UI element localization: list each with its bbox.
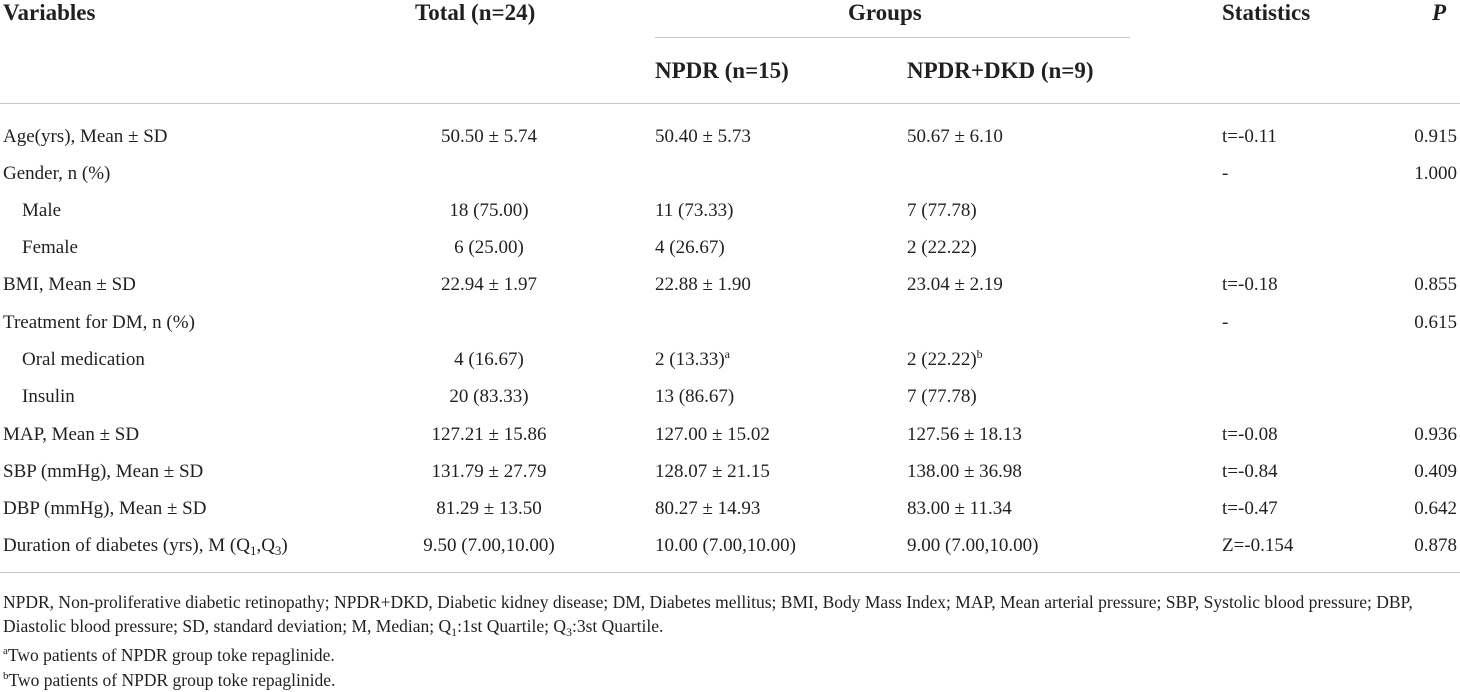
total-cell: 6 (25.00) (454, 237, 524, 258)
p-cell: 0.409 (1414, 461, 1457, 482)
npdr-value: 2 (13.33) (655, 349, 725, 370)
npdr-dkd-cell (907, 341, 983, 378)
footnote-a (3, 643, 1458, 667)
p-cell: 1.000 (1414, 163, 1457, 184)
subscript-q1: 1 (249, 543, 257, 558)
statistics-cell: t=-0.84 (1222, 461, 1278, 482)
total-cell: 4 (16.67) (454, 349, 524, 370)
header-p: P (1431, 0, 1446, 25)
statistics-cell: t=-0.18 (1222, 274, 1278, 295)
row-label: Insulin (22, 386, 75, 407)
npdr-cell: 13 (86.67) (655, 386, 735, 407)
footnote-marker-b: b (976, 347, 983, 361)
table-row (0, 378, 1460, 415)
table-row (0, 266, 1460, 303)
table-row (0, 229, 1460, 266)
footnote-abbreviations (3, 590, 1458, 638)
header-rule (0, 103, 1460, 104)
npdr-cell: 22.88 ± 1.90 (655, 274, 751, 295)
footnote-mark-a: a (3, 645, 8, 657)
header-statistics: Statistics (1222, 0, 1311, 25)
p-cell: 0.615 (1414, 312, 1457, 333)
npdr-dkd-cell: 9.00 (7.00,10.00) (907, 535, 1039, 556)
row-label: Oral medication (22, 349, 145, 370)
npdr-dkd-cell: 23.04 ± 2.19 (907, 274, 1003, 295)
row-label: SBP (mmHg), Mean ± SD (3, 461, 204, 482)
table-row (0, 453, 1460, 490)
table-bottom-rule (0, 572, 1460, 573)
row-label: BMI, Mean ± SD (3, 274, 136, 295)
footnote-b (3, 668, 1458, 692)
header-npdr: NPDR (n=15) (655, 58, 789, 83)
statistics-cell: - (1222, 312, 1229, 333)
footnote-text: NPDR, Non-proliferative diabetic retinopathy; NPDR+DKD, Diabetic kidney disease; DM, Diabetes mellitus; BMI, Body Mass Index; MAP, Mean arterial pressure; SBP, Systolic blood pressure; DBP, Diastolic blood pressure; SD, standard deviation; M, Median; Q (3, 592, 1413, 636)
npdr-cell: 80.27 ± 14.93 (655, 498, 761, 519)
groups-underline (655, 37, 1130, 38)
row-label-text: ) (281, 535, 288, 556)
footnote-a-text: Two patients of NPDR group toke repaglinide. (7, 645, 335, 665)
row-label: Gender, n (%) (3, 163, 111, 184)
npdr-cell: 4 (26.67) (655, 237, 725, 258)
table-row (0, 304, 1460, 341)
npdr-dkd-cell: 50.67 ± 6.10 (907, 126, 1003, 147)
npdr-cell: 10.00 (7.00,10.00) (655, 535, 796, 556)
row-label-text: ,Q (256, 535, 275, 556)
row-label: Male (22, 200, 62, 221)
row-label (3, 527, 288, 564)
footnote-mark-b: b (3, 670, 9, 682)
npdr-dkd-value: 2 (22.22) (907, 349, 977, 370)
table-row (0, 490, 1460, 527)
npdr-dkd-cell: 2 (22.22) (907, 237, 977, 258)
total-cell: 9.50 (7.00,10.00) (423, 535, 555, 556)
total-cell: 81.29 ± 13.50 (436, 498, 542, 519)
subscript-q3: 3 (274, 543, 282, 558)
total-cell: 22.94 ± 1.97 (441, 274, 537, 295)
statistics-cell: t=-0.47 (1222, 498, 1278, 519)
npdr-cell: 11 (73.33) (655, 200, 734, 221)
table-row (0, 527, 1460, 564)
npdr-cell: 50.40 ± 5.73 (655, 126, 751, 147)
table-row (0, 341, 1460, 378)
footnote-b-text: Two patients of NPDR group toke repaglinide. (8, 670, 336, 690)
p-cell: 0.878 (1414, 535, 1457, 556)
table-row (0, 155, 1460, 192)
footnote-marker-a: a (724, 347, 730, 361)
total-cell: 131.79 ± 27.79 (431, 461, 547, 482)
statistics-cell: Z=-0.154 (1222, 535, 1294, 556)
table-row (0, 192, 1460, 229)
header-groups: Groups (848, 0, 922, 25)
header-variables: Variables (3, 0, 96, 25)
row-label: Female (22, 237, 78, 258)
npdr-cell: 127.00 ± 15.02 (655, 424, 770, 445)
footnote-text: :3st Quartile. (572, 616, 664, 636)
npdr-dkd-cell: 83.00 ± 11.34 (907, 498, 1012, 519)
row-label: Treatment for DM, n (%) (3, 312, 195, 333)
row-label: Age(yrs), Mean ± SD (3, 126, 168, 147)
header-total: Total (n=24) (415, 0, 536, 25)
npdr-dkd-cell: 7 (77.78) (907, 386, 977, 407)
p-cell: 0.936 (1414, 424, 1457, 445)
row-label: MAP, Mean ± SD (3, 424, 140, 445)
total-cell: 18 (75.00) (449, 200, 529, 221)
statistics-cell: - (1222, 163, 1229, 184)
total-cell: 50.50 ± 5.74 (441, 126, 537, 147)
p-cell: 0.855 (1414, 274, 1457, 295)
total-cell: 20 (83.33) (449, 386, 529, 407)
total-cell: 127.21 ± 15.86 (431, 424, 547, 445)
statistics-cell: t=-0.11 (1222, 126, 1277, 147)
row-label-text: Duration of diabetes (yrs), M (Q (3, 535, 250, 556)
npdr-dkd-cell: 127.56 ± 18.13 (907, 424, 1022, 445)
header-npdr-dkd: NPDR+DKD (n=9) (907, 58, 1094, 83)
table-row (0, 416, 1460, 453)
table-row (0, 118, 1460, 155)
subscript-q1: 1 (451, 625, 458, 639)
p-cell: 0.915 (1414, 126, 1457, 147)
npdr-cell (655, 341, 730, 378)
subscript-q3: 3 (566, 625, 572, 639)
row-label: DBP (mmHg), Mean ± SD (3, 498, 207, 519)
p-cell: 0.642 (1414, 498, 1457, 519)
npdr-dkd-cell: 138.00 ± 36.98 (907, 461, 1022, 482)
npdr-cell: 128.07 ± 21.15 (655, 461, 770, 482)
footnote-text: :1st Quartile; Q (457, 616, 566, 636)
npdr-dkd-cell: 7 (77.78) (907, 200, 977, 221)
statistics-cell: t=-0.08 (1222, 424, 1278, 445)
